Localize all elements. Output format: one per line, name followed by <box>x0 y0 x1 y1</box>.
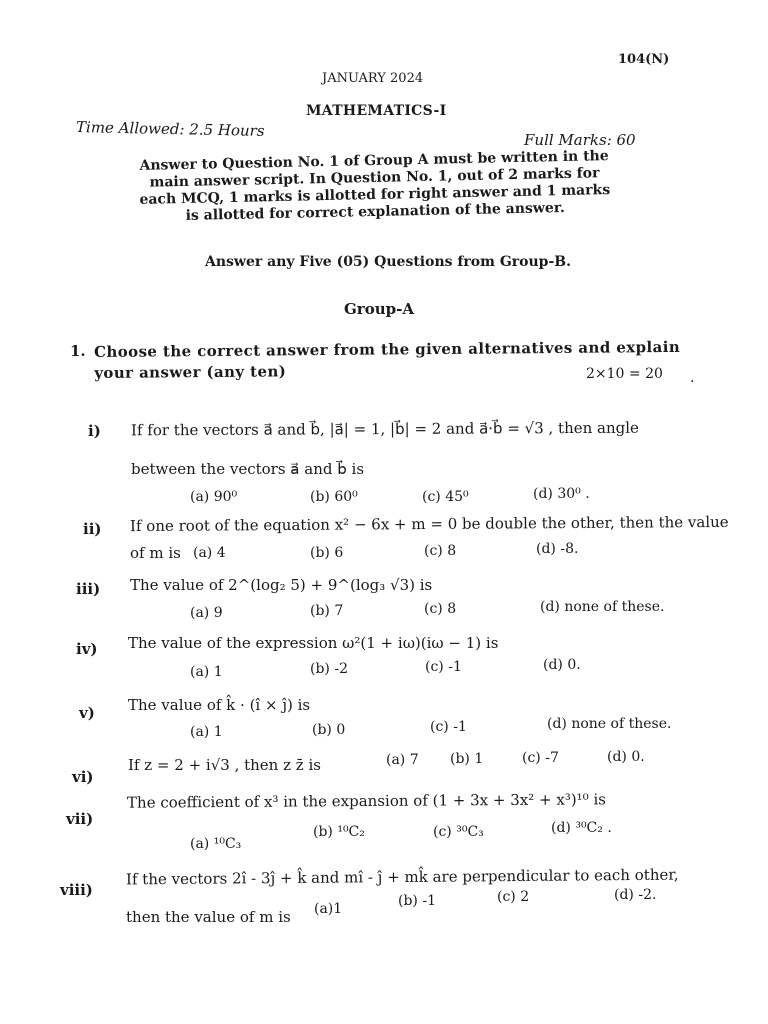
option-d: (d) 0. <box>607 749 645 765</box>
question-marks: 2×10 = 20 <box>586 366 663 382</box>
option-d: (d) none of these. <box>540 599 665 615</box>
time-allowed: Time Allowed: 2.5 Hours <box>75 118 265 140</box>
option-c: (c) 8 <box>424 601 457 617</box>
item-text-continued: between the vectors a⃗ and b⃗ is <box>131 460 365 478</box>
option-b: (b) -2 <box>310 661 348 677</box>
item-text: The coefficient of x³ in the expansion of (1 + 3x + 3x² + x³)¹⁰ is <box>126 790 607 812</box>
option-a: (a)1 <box>314 901 343 917</box>
option-b: (b) 6 <box>310 545 344 561</box>
option-c: (c) -1 <box>430 719 467 735</box>
option-b: (b) ¹⁰C₂ <box>313 824 365 840</box>
paper-code: 104(N) <box>618 52 670 67</box>
item-text: If one root of the equation x² − 6x + m = 0 be double the other, then the value <box>129 512 729 536</box>
option-d: (d) -2. <box>614 887 657 903</box>
item-text: The value of 2^(log₂ 5) + 9^(log₃ √3) is <box>130 576 433 594</box>
item-number: v) <box>79 704 95 722</box>
option-c: (c) ³⁰C₃ <box>433 824 484 840</box>
instructions: Answer to Question No. 1 of Group A must be written in the main answer script. In Question No. 1, out of 2 marks for each MCQ, 1 marks is allotted for right answer and 1 marks is allotted for correct explanation of the answer. <box>139 148 611 224</box>
full-marks: Full Marks: 60 <box>524 131 636 149</box>
option-d: (d) 30⁰ . <box>533 486 590 502</box>
option-b: (b) 1 <box>450 751 484 767</box>
option-a: (a) 9 <box>190 605 223 621</box>
option-c: (c) 45⁰ <box>422 489 469 505</box>
option-a: (a) 90⁰ <box>190 489 238 505</box>
item-text: If for the vectors a⃗ and b⃗, |a⃗| = 1, |b⃗| = 2 and a⃗·b⃗ = √3 , then angle <box>130 418 639 440</box>
option-d: (d) ³⁰C₂ . <box>551 820 612 836</box>
item-text: If the vectors 2î - 3ĵ + k̂ and mî - ĵ + mk̂ are perpendicular to each other, <box>125 865 679 889</box>
option-c: (c) 8 <box>424 543 457 559</box>
item-number: vii) <box>66 810 94 828</box>
exam-month: JANUARY 2024 <box>322 71 424 86</box>
item-number: vi) <box>72 768 94 786</box>
item-number: viii) <box>60 881 93 899</box>
option-c: (c) 2 <box>497 889 530 905</box>
option-a: (a) ¹⁰C₃ <box>190 836 242 852</box>
option-c: (c) -1 <box>425 659 462 675</box>
group-heading: Group-A <box>344 300 414 318</box>
option-c: (c) -7 <box>522 750 559 766</box>
stray-dot: . <box>690 370 695 386</box>
item-text-continued: then the value of m is <box>126 908 291 926</box>
option-b: (b) 0 <box>312 722 346 738</box>
option-a: (a) 4 <box>193 545 226 561</box>
option-d: (d) none of these. <box>547 716 672 732</box>
question-text: Choose the correct answer from the given alternatives and explain your answer (any ten) <box>94 337 681 382</box>
group-b-instruction: Answer any Five (05) Questions from Group-B. <box>205 254 571 270</box>
option-b: (b) 60⁰ <box>310 489 358 505</box>
item-text: The value of the expression ω²(1 + iω)(iω − 1) is <box>128 634 499 652</box>
option-d: (d) -8. <box>536 541 579 557</box>
option-b: (b) -1 <box>398 893 436 909</box>
option-a: (a) 1 <box>190 724 223 740</box>
option-a: (a) 7 <box>386 752 419 768</box>
subject-title: MATHEMATICS-I <box>306 103 447 119</box>
option-b: (b) 7 <box>310 603 344 619</box>
item-text: If z = 2 + i√3 , then z z̄ is <box>128 756 321 774</box>
item-number: ii) <box>83 520 102 538</box>
item-number: iv) <box>76 640 98 658</box>
item-number: i) <box>88 422 101 440</box>
option-a: (a) 1 <box>190 664 223 680</box>
item-text-continued: of m is <box>130 544 181 562</box>
item-text: The value of k̂ · (î × ĵ) is <box>128 696 311 714</box>
option-d: (d) 0. <box>543 657 581 673</box>
item-number: iii) <box>76 580 101 598</box>
question-number: 1. <box>70 342 86 360</box>
